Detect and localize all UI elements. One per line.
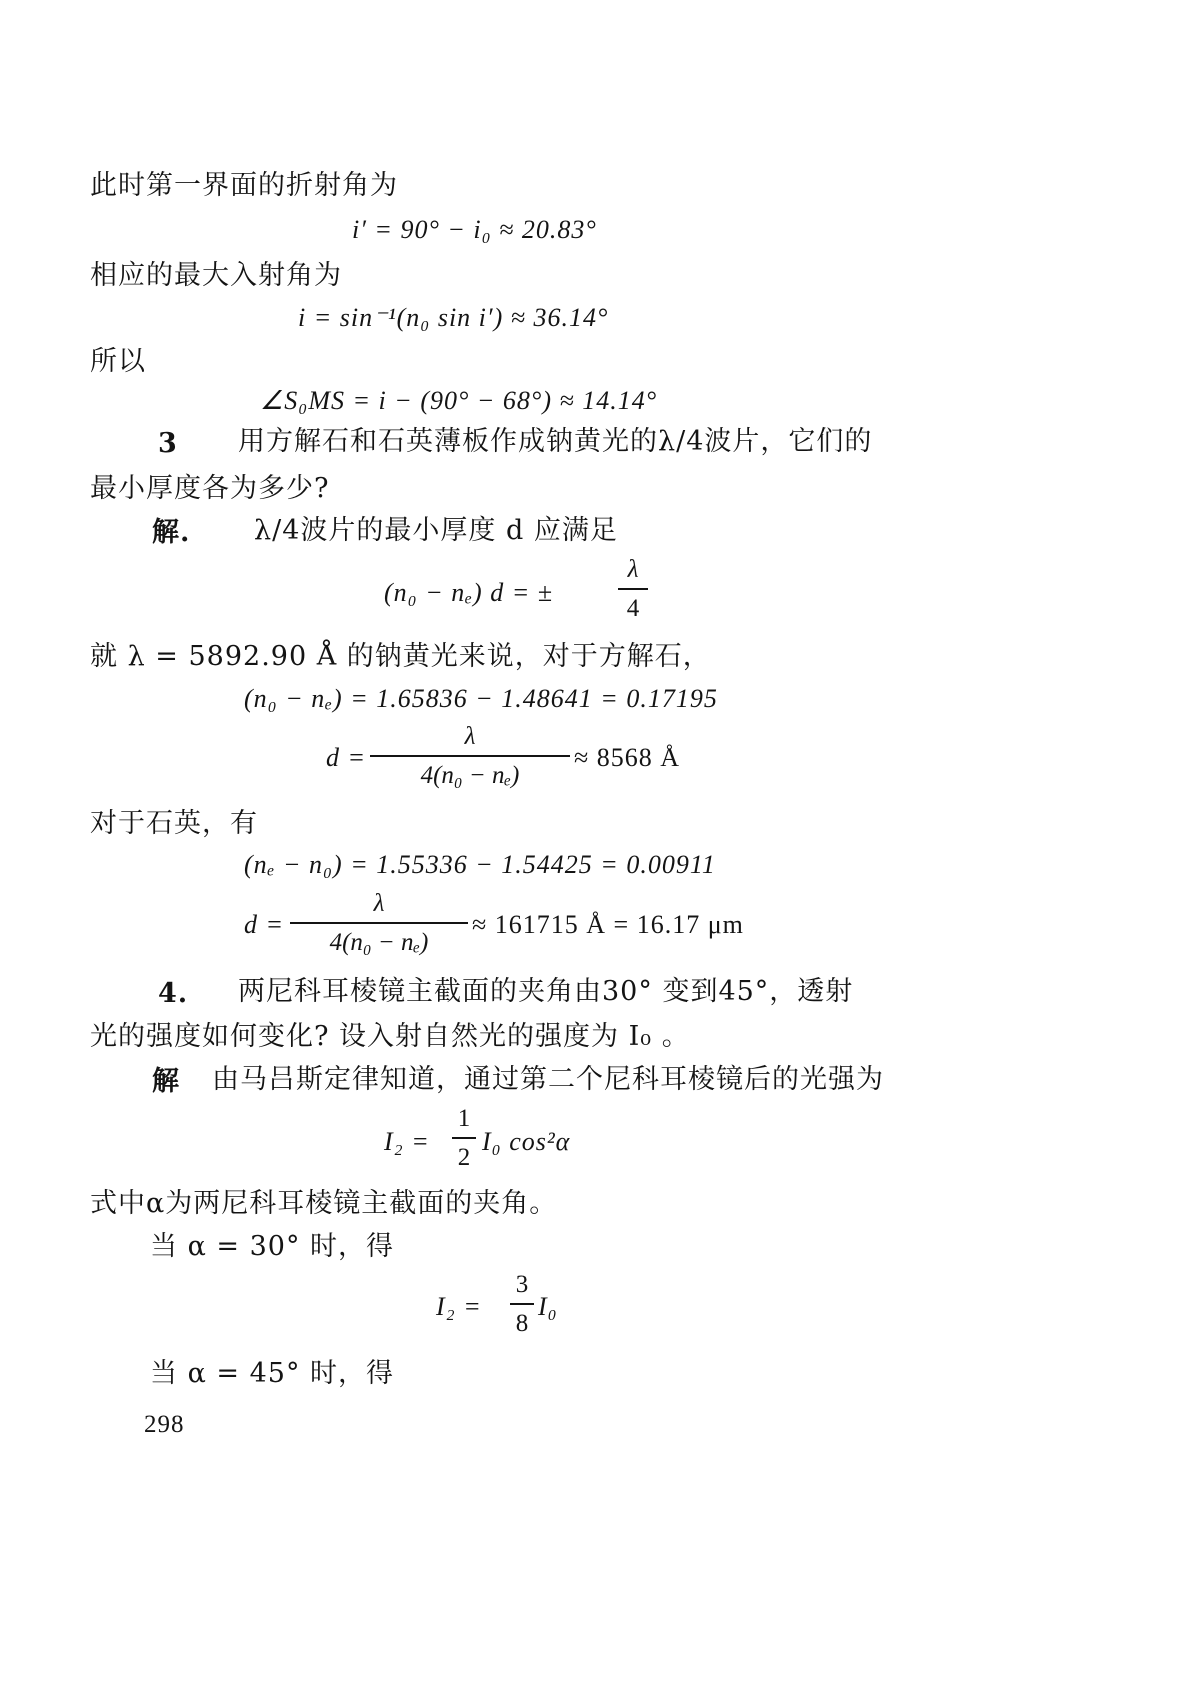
fraction [510,1272,534,1336]
equation-intensity-30: I₂ = [436,1292,482,1321]
fraction [618,557,648,621]
text-line: 当 α = 30° 时，得 [150,1231,395,1262]
problem-text: 光的强度如何变化? 设入射自然光的强度为 I₀ 。 [90,1021,690,1052]
problem-text: 用方解石和石英薄板作成钠黄光的λ/4波片，它们的 [238,426,873,457]
problem-number: 3 [158,428,178,459]
equation-calcite-diff: (n₀ − nₑ) = 1.65836 − 1.48641 = 0.17195 [244,684,718,713]
fraction-numerator: λ [373,890,385,917]
equation-refraction-angle: i′ = 90° − i₀ ≈ 20.83° [352,215,597,244]
fraction-bar [370,755,570,757]
solution-text: λ/4波片的最小厚度 d 应满足 [254,515,618,546]
fraction-denominator: 8 [515,1310,529,1337]
equation-malus-rhs: I₀ cos²α [482,1127,571,1156]
problem-text: 两尼科耳棱镜主截面的夹角由30° 变到45°，透射 [238,976,854,1007]
fraction-denominator: 2 [457,1144,471,1171]
solution-label: 解. [152,517,191,548]
text-line: 式中α为两尼科耳棱镜主截面的夹角。 [90,1188,558,1219]
fraction-denominator: 4(n₀ − nₑ) [420,762,520,789]
fraction-bar [510,1303,534,1305]
fraction-numerator: λ [464,723,476,750]
fraction [370,724,570,788]
fraction-bar [290,922,468,924]
page-number: 298 [144,1411,185,1438]
fraction [290,891,468,955]
text-line: 相应的最大入射角为 [90,260,342,291]
text-line: 就 λ = 5892.90 Å 的钠黄光来说，对于方解石， [90,641,711,672]
equation-quartz-d: d = [244,910,285,939]
fraction-bar [618,588,648,590]
fraction-numerator: 3 [515,1271,529,1298]
solution-text: 由马吕斯定律知道，通过第二个尼科耳棱镜后的光强为 [212,1064,884,1095]
fraction-numerator: λ [627,556,639,583]
equation-calcite-d: d = [326,743,367,772]
equation-max-incidence: i = sin⁻¹(n₀ sin i′) ≈ 36.14° [298,303,609,332]
equation-angle-s0ms: ∠S₀MS = i − (90° − 68°) ≈ 14.14° [260,386,658,415]
text-line: 对于石英，有 [90,808,258,839]
fraction [452,1106,476,1170]
text-line: 当 α = 45° 时，得 [150,1358,395,1389]
equation-quartz-result: ≈ 161715 Å = 16.17 μm [472,910,744,939]
text-line: 所以 [90,346,146,377]
equation-intensity-30-rhs: I₀ [538,1292,558,1321]
equation-quarter-wave: (n₀ − nₑ) d = ± [384,578,554,607]
problem-number: 4. [158,978,189,1009]
problem-text: 最小厚度各为多少? [90,473,330,504]
text-line: 此时第一界面的折射角为 [90,170,398,201]
equation-malus: I₂ = [384,1127,430,1156]
fraction-denominator: 4(n₀ − nₑ) [329,929,429,956]
solution-label: 解 [152,1066,180,1097]
equation-quartz-diff: (nₑ − n₀) = 1.55336 − 1.54425 = 0.00911 [244,850,716,879]
fraction-denominator: 4 [626,595,640,622]
fraction-numerator: 1 [457,1105,471,1132]
fraction-bar [452,1137,476,1139]
equation-calcite-result: ≈ 8568 Å [574,743,681,772]
